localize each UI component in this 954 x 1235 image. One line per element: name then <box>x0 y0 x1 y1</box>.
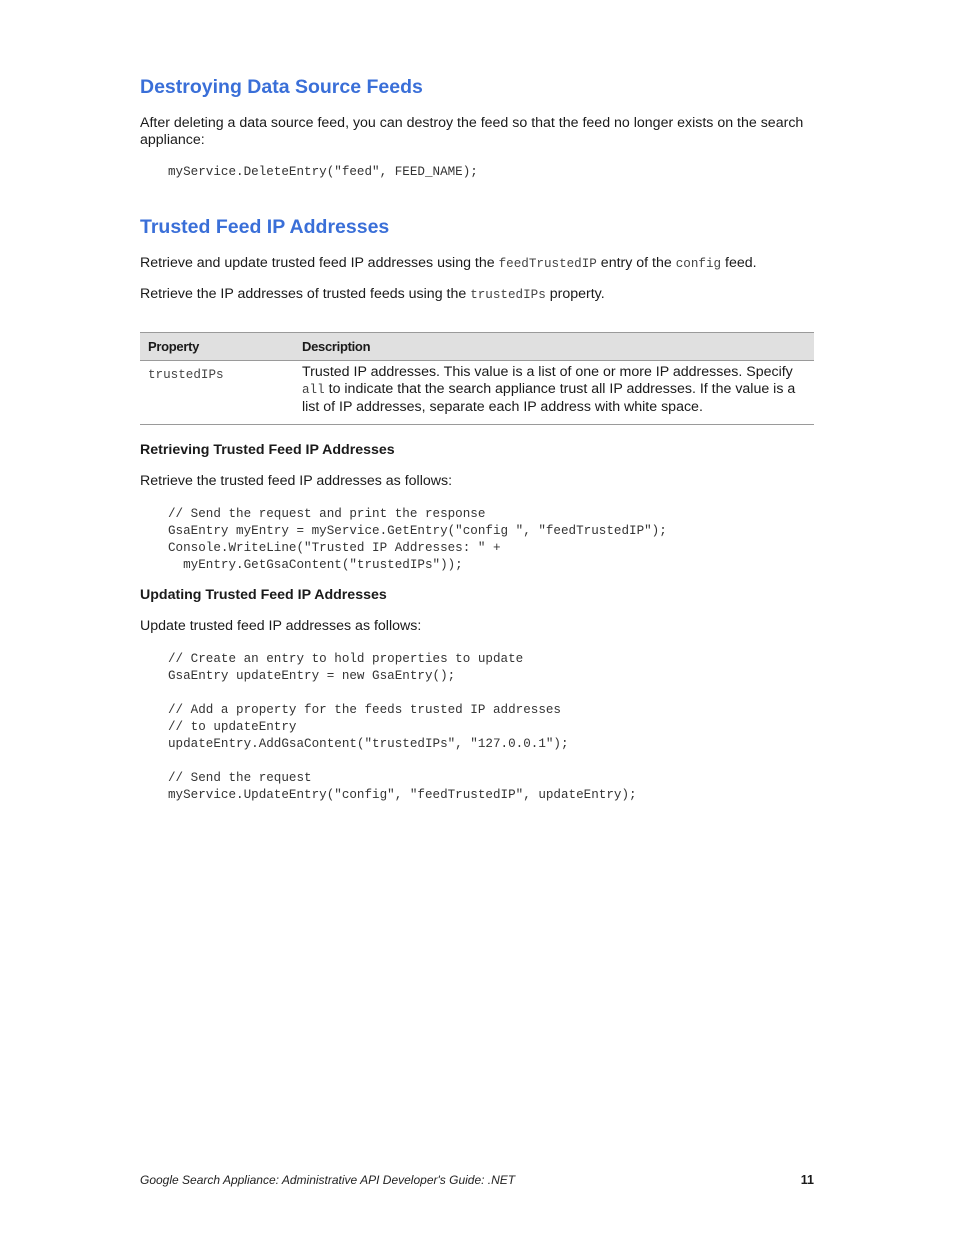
inline-code-config: config <box>675 257 722 271</box>
subsection-title-updating: Updating Trusted Feed IP Addresses <box>140 587 387 603</box>
updating-paragraph: Update trusted feed IP addresses as follows: <box>140 618 422 634</box>
inline-code-trustedIPs: trustedIPs <box>470 288 546 302</box>
text: Retrieve the IP addresses of trusted feeds using the <box>140 286 471 302</box>
section-title-trusted-feed-ip: Trusted Feed IP Addresses <box>140 216 390 238</box>
text: property. <box>545 286 605 302</box>
property-cell <box>140 361 294 425</box>
text: Trusted IP addresses. This value is a list of one or more IP addresses. Specify <box>302 364 793 380</box>
table-row <box>140 361 814 425</box>
text: Retrieve and update trusted feed IP addresses using the <box>140 255 499 271</box>
section-title-destroying-feeds: Destroying Data Source Feeds <box>140 76 423 98</box>
trusted-ip-paragraph-2 <box>140 286 814 304</box>
subsection-title-retrieving: Retrieving Trusted Feed IP Addresses <box>140 442 395 458</box>
text: to indicate that the search appliance trust all IP addresses. If the value is a list of IP addresses, separate each IP address with white space. <box>302 381 796 415</box>
trusted-ip-paragraph-1 <box>140 255 814 273</box>
page-number: 11 <box>800 1173 814 1187</box>
property-name: trustedIPs <box>148 368 224 382</box>
column-header-description: Description <box>294 333 814 361</box>
delete-entry-code: myService.DeleteEntry("feed", FEED_NAME); <box>168 165 478 179</box>
retrieving-code: // Send the request and print the response GsaEntry myEntry = myService.GetEntry("config ", "feedTrustedIP"); Console.WriteLine("Trusted IP Addresses: " + myEntry.GetGsaContent("trustedIPs")); <box>168 507 667 572</box>
inline-code-all: all <box>302 383 325 397</box>
table-header-row <box>140 333 814 361</box>
inline-code-feedTrustedIP: feedTrustedIP <box>498 257 597 271</box>
text: feed. <box>721 255 757 271</box>
destroying-feeds-paragraph: After deleting a data source feed, you can destroy the feed so that the feed no longer exists on the search appliance: <box>140 115 804 148</box>
description-cell <box>294 361 814 425</box>
text: entry of the <box>596 255 676 271</box>
column-header-property: Property <box>140 333 294 361</box>
property-table <box>140 332 814 425</box>
updating-code: // Create an entry to hold properties to update GsaEntry updateEntry = new GsaEntry(); // Add a property for the feeds trusted IP addresses // to updateEntry updateEntry.AddGsaContent("trustedIPs", "127.0.0.1"); // Send the request myService.UpdateEntry("config", "feedTrustedIP", updateEntry); <box>168 652 637 802</box>
retrieving-paragraph: Retrieve the trusted feed IP addresses as follows: <box>140 473 453 489</box>
footer-title: Google Search Appliance: Administrative API Developer's Guide: .NET <box>140 1173 516 1187</box>
